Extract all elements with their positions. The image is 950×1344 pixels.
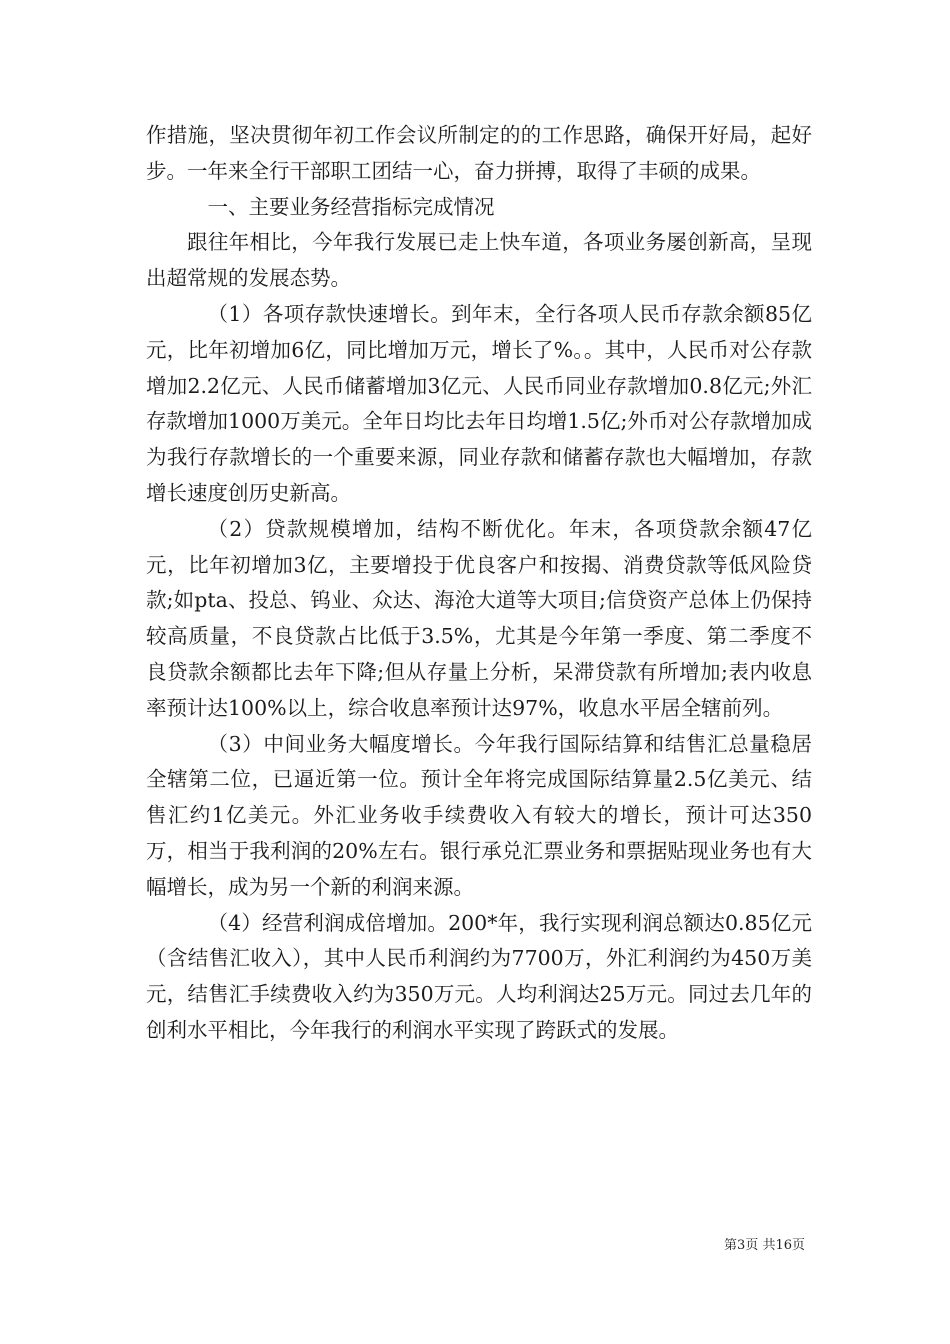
document-body xyxy=(146,118,812,1049)
intro-paragraph: 作措施，坚决贯彻年初工作会议所制定的的工作思路，确保开好局，起好步。一年来全行干部职工团结一心，奋力拼搏，取得了丰硕的成果。 xyxy=(146,123,812,183)
profit-growth-paragraph: （4）经营利润成倍增加。200*年，我行实现利润总额达0.85亿元（含结售汇收入），其中人民币利润约为7700万，外汇利润约为450万美元，结售汇手续费收入约为350万元。人均利润达25万元。同过去几年的创利水平相比，今年我行的利润水平实现了跨跃式的发展。 xyxy=(146,910,812,1042)
page-footer xyxy=(0,1238,950,1254)
page-number: 第3页 共16页 xyxy=(724,1238,805,1253)
section-heading: 一、主要业务经营指标完成情况 xyxy=(207,194,495,219)
loan-scale-paragraph: （2）贷款规模增加，结构不断优化。年末，各项贷款余额47亿元，比年初增加3亿，主要增投于优良客户和按揭、消费贷款等低风险贷款;如pta、投总、钨业、众达、海沧大道等大项目;信贷资产总体上仍保持较高质量，不良贷款占比低于3.5%，尤其是今年第一季度、第二季度不良贷款余额都比去年下降;但从存量上分析，呆滞贷款有所增加;表内收息率预计达100%以上，综合收息率预计达97%，收息水平居全辖前列。 xyxy=(146,516,812,720)
intermediate-business-paragraph: （3）中间业务大幅度增长。今年我行国际结算和结售汇总量稳居全辖第二位，已逼近第一位。预计全年将完成国际结算量2.5亿美元、结售汇约1亿美元。外汇业务收手续费收入有较大的增长，预计可达350万，相当于我利润的20%左右。银行承兑汇票业务和票据贴现业务也有大幅增长，成为另一个新的利润来源。 xyxy=(146,731,812,899)
summary-paragraph: 跟往年相比，今年我行发展已走上快车道，各项业务屡创新高，呈现出超常规的发展态势。 xyxy=(146,230,812,291)
deposit-growth-paragraph: （1）各项存款快速增长。到年末，全行各项人民币存款余额85亿元，比年初增加6亿，同比增加万元，增长了%。。其中，人民币对公存款增加2.2亿元、人民币储蓄增加3亿元、人民币同业存款增加0.8亿元;外汇存款增加1000万美元。全年日均比去年日均增1.5亿;外币对公存款增加成为我行存款增长的一个重要来源，同业存款和储蓄存款也大幅增加，存款增长速度创历史新高。 xyxy=(146,301,812,505)
